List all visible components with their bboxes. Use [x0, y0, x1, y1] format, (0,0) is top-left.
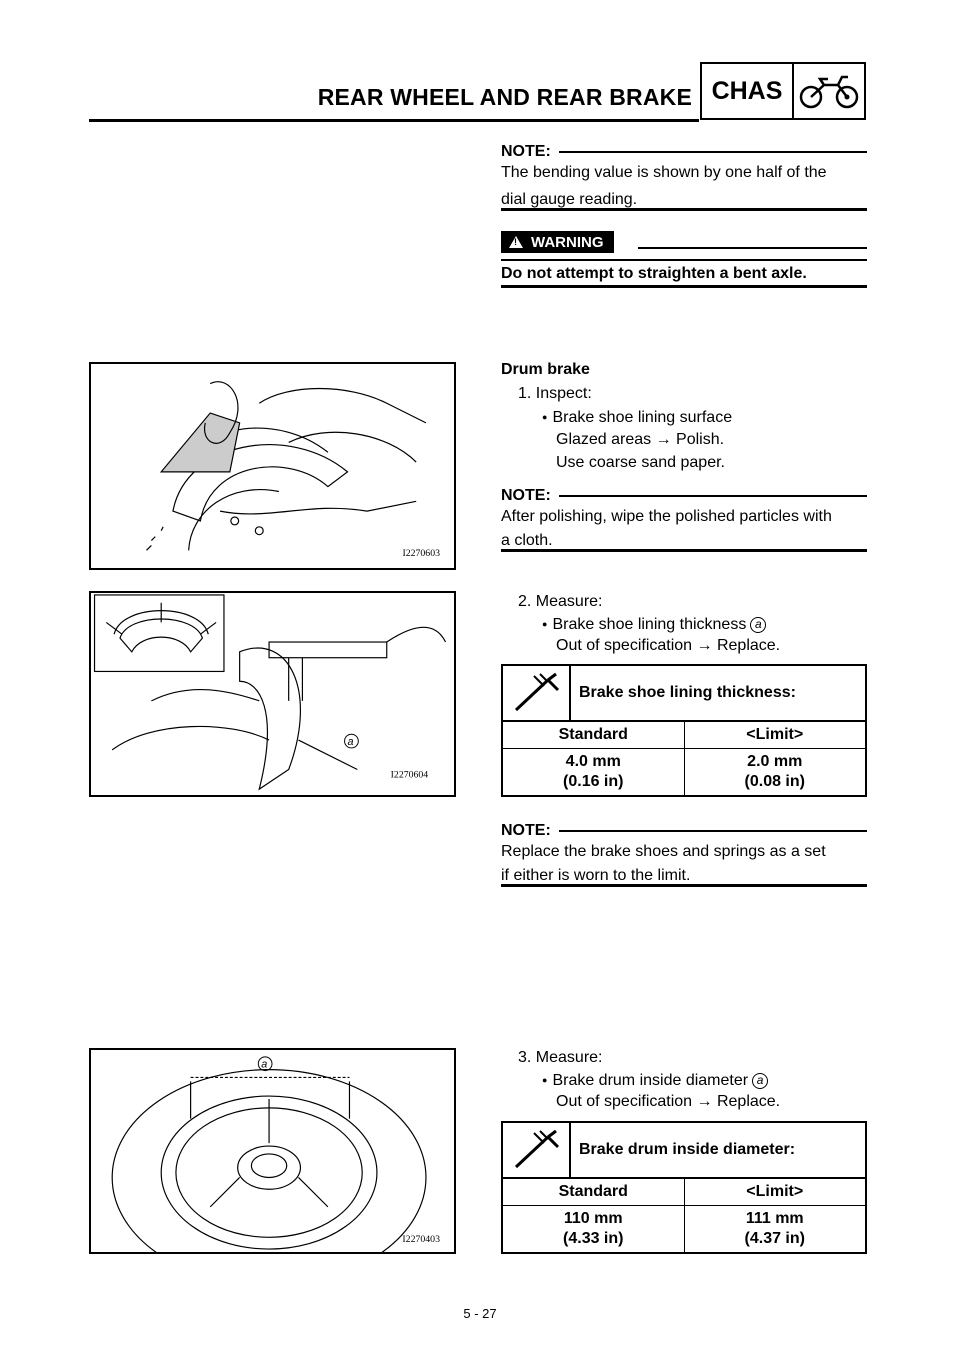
- page-title: REAR WHEEL AND REAR BRAKE: [317, 84, 692, 110]
- step-label: 3. Measure:: [518, 1049, 603, 1066]
- note-block-2: [501, 487, 867, 553]
- figure-drum-diameter: [89, 1048, 456, 1254]
- note-line: dial gauge reading.: [501, 191, 638, 208]
- spec-col-standard: Standard: [558, 1183, 628, 1200]
- spec-table-drum: [501, 1121, 867, 1254]
- inspect-action: Glazed areas → Polish.: [556, 431, 725, 448]
- spec-caption: Brake shoe lining thickness:: [579, 684, 796, 701]
- figure-ref-a: a: [347, 735, 354, 748]
- note-line: Replace the brake shoes and springs as a set: [501, 843, 826, 860]
- spec-table-lining: [501, 664, 867, 797]
- step-label: 1. Inspect:: [518, 385, 592, 402]
- note-end-rule: [501, 884, 867, 887]
- warning-icon: [509, 236, 523, 248]
- inspect-item: ● Brake shoe lining surface: [542, 405, 732, 430]
- note-line: The bending value is shown by one half of the: [501, 164, 827, 181]
- spec-limit-value: 2.0 mm (0.08 in): [684, 749, 866, 795]
- figure-code: I2270403: [402, 1234, 440, 1246]
- section-heading: Drum brake: [501, 361, 590, 378]
- note-heading: NOTE:: [501, 487, 867, 505]
- figure-code: I2270603: [402, 548, 441, 560]
- spec-col-limit: <Limit>: [684, 722, 866, 748]
- measure-item: ● Brake drum inside diameter a: [542, 1068, 768, 1093]
- inspect-action: Use coarse sand paper.: [556, 454, 725, 471]
- motorcycle-icon: [794, 64, 864, 118]
- warning-end-rule: [501, 285, 867, 288]
- spec-limit-value: 111 mm (4.37 in): [684, 1206, 866, 1252]
- note-end-rule: [501, 549, 867, 552]
- measure-item: ● Brake shoe lining thickness a: [542, 612, 766, 637]
- header-rule: [89, 119, 699, 122]
- chapter-box: [700, 62, 866, 120]
- note-block-3: [501, 822, 867, 888]
- step-label: 2. Measure:: [518, 593, 603, 610]
- warning-header: [501, 231, 867, 253]
- measure-action: Out of specification → Replace.: [556, 637, 781, 654]
- spec-col-limit: <Limit>: [684, 1179, 866, 1205]
- figure-brake-shoe-polishing: [89, 362, 456, 570]
- spec-caption: Brake drum inside diameter:: [579, 1141, 796, 1158]
- page-number: 5 - 27: [463, 1306, 497, 1321]
- measure-action: Out of specification → Replace.: [556, 1093, 781, 1110]
- caliper-icon: [503, 666, 571, 720]
- warning-rule: [501, 259, 867, 261]
- ref-marker: a: [752, 1073, 768, 1089]
- note-line: After polishing, wipe the polished particles with: [501, 508, 832, 525]
- caliper-icon: [503, 1123, 571, 1177]
- figure-code: I2270604: [390, 769, 429, 781]
- note-heading: NOTE:: [501, 822, 867, 840]
- ref-marker: a: [750, 617, 766, 633]
- note-line: if either is worn to the limit.: [501, 867, 691, 884]
- spec-col-standard: Standard: [558, 726, 628, 743]
- note-heading: NOTE:: [501, 143, 867, 161]
- note-end-rule: [501, 208, 867, 211]
- figure-ref-a: a: [261, 1058, 268, 1071]
- note-block-1: [501, 143, 867, 212]
- spec-standard-value: 110 mm (4.33 in): [563, 1210, 624, 1247]
- chapter-code: CHAS: [702, 64, 794, 118]
- spec-standard-value: 4.0 mm (0.16 in): [563, 753, 624, 790]
- warning-text: Do not attempt to straighten a bent axle.: [501, 265, 807, 282]
- note-line: a cloth.: [501, 532, 553, 549]
- warning-badge: ! WARNING: [501, 231, 614, 253]
- figure-lining-thickness: [89, 591, 456, 797]
